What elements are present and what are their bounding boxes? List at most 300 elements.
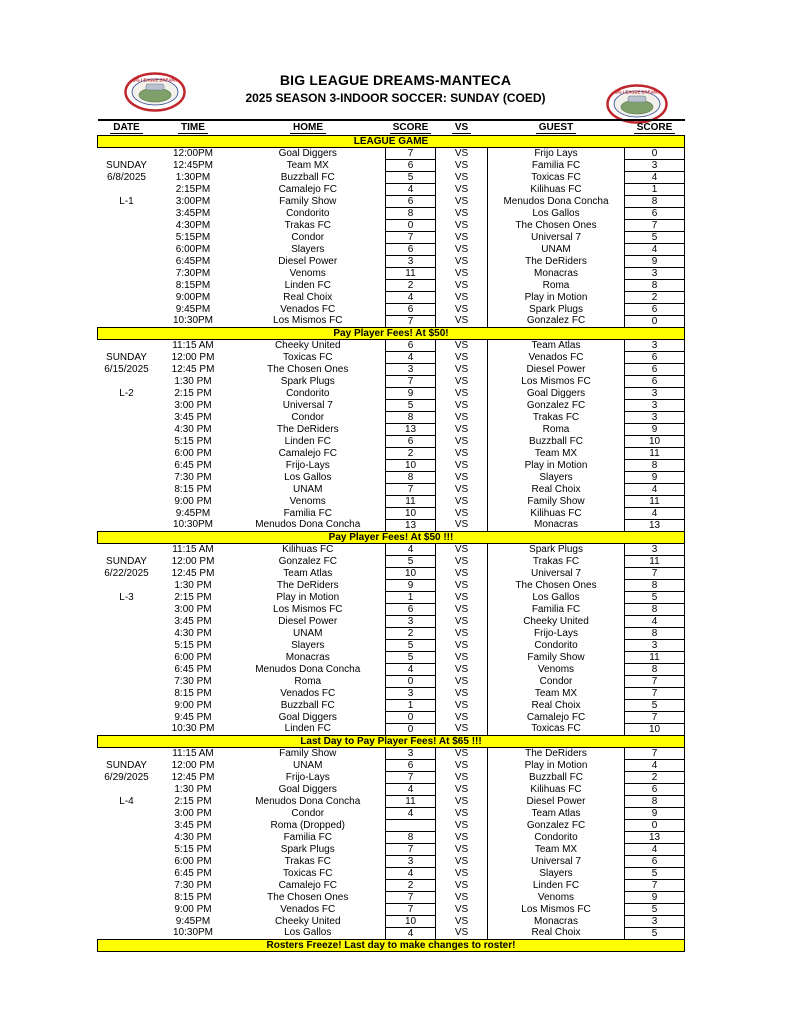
- home-team-cell: Trakas FC: [284, 855, 331, 867]
- vs-cell: VS: [436, 207, 488, 219]
- vs-cell: VS: [436, 903, 488, 915]
- date-cell: [98, 627, 156, 639]
- guest-team-cell: Play in Motion: [524, 759, 588, 771]
- guest-team-cell: Camalejo FC: [526, 711, 586, 723]
- time-cell: 2:15PM: [175, 183, 211, 195]
- vs-cell: VS: [436, 483, 488, 495]
- date-cell: [98, 339, 156, 351]
- game-row: [98, 519, 685, 531]
- home-team-cell: Menudos Dona Concha: [255, 663, 361, 675]
- guest-team-cell: Venoms: [537, 891, 575, 903]
- home-score-cell: 11: [386, 795, 436, 807]
- vs-cell: VS: [436, 819, 488, 831]
- date-cell: [98, 255, 156, 267]
- guest-score-cell: 3: [625, 267, 685, 279]
- home-score-cell: 5: [386, 399, 436, 411]
- home-score-cell: 6: [386, 243, 436, 255]
- date-cell: [98, 303, 156, 315]
- game-row: [98, 447, 685, 459]
- date-cell: [98, 243, 156, 255]
- home-score-cell: 7: [386, 147, 436, 159]
- guest-team-cell: Menudos Dona Concha: [503, 195, 609, 207]
- time-cell: 9:00 PM: [174, 699, 212, 711]
- guest-team-cell: Family Show: [527, 651, 585, 663]
- guest-score-cell: 7: [625, 567, 685, 579]
- game-row: [98, 879, 685, 891]
- time-cell: 3:45 PM: [174, 819, 212, 831]
- game-row: [98, 363, 685, 375]
- vs-cell: VS: [436, 315, 488, 327]
- home-team-cell: Monacras: [285, 651, 330, 663]
- time-cell: 3:00 PM: [174, 807, 212, 819]
- date-cell: [98, 915, 156, 927]
- game-row: [98, 567, 685, 579]
- home-team-cell: Condorito: [286, 207, 330, 219]
- guest-score-cell: 6: [625, 303, 685, 315]
- home-team-cell: Frijo-Lays: [285, 771, 330, 783]
- home-score-cell: 10: [386, 507, 436, 519]
- guest-team-cell: Los Gallos: [532, 591, 580, 603]
- vs-cell: VS: [436, 447, 488, 459]
- date-cell: [98, 267, 156, 279]
- section-banner: Pay Player Fees! At $50!: [98, 327, 685, 339]
- game-row: [98, 723, 685, 735]
- vs-cell: VS: [436, 651, 488, 663]
- guest-score-cell: 11: [625, 495, 685, 507]
- time-cell: 10:30PM: [172, 519, 214, 531]
- guest-team-cell: Universal 7: [530, 855, 582, 867]
- date-cell: [98, 375, 156, 387]
- vs-cell: VS: [436, 495, 488, 507]
- home-team-cell: Slayers: [291, 639, 325, 651]
- home-team-cell: Buzzball FC: [280, 699, 335, 711]
- time-cell: 7:30 PM: [174, 471, 212, 483]
- date-cell: [98, 699, 156, 711]
- home-score-cell: 10: [386, 459, 436, 471]
- home-score-cell: 2: [386, 447, 436, 459]
- guest-score-cell: 3: [625, 411, 685, 423]
- home-team-cell: Condor: [291, 807, 325, 819]
- home-score-cell: 2: [386, 279, 436, 291]
- guest-team-cell: Spark Plugs: [529, 543, 583, 555]
- date-cell: [98, 447, 156, 459]
- game-row: [98, 915, 685, 927]
- guest-team-cell: Venados FC: [528, 351, 584, 363]
- game-row: [98, 759, 685, 771]
- date-cell: SUNDAY: [106, 759, 147, 771]
- home-score-cell: 13: [386, 519, 436, 531]
- home-score-cell: 6: [386, 435, 436, 447]
- home-team-cell: UNAM: [293, 759, 323, 771]
- home-score-cell: 10: [386, 915, 436, 927]
- game-row: [98, 459, 685, 471]
- vs-cell: VS: [436, 879, 488, 891]
- date-cell: [98, 687, 156, 699]
- game-row: [98, 867, 685, 879]
- guest-score-cell: 0: [625, 819, 685, 831]
- home-team-cell: Venados FC: [280, 903, 336, 915]
- guest-score-cell: 4: [625, 483, 685, 495]
- date-cell: [98, 867, 156, 879]
- time-cell: 6:45PM: [175, 255, 211, 267]
- guest-team-cell: Toxicas FC: [531, 723, 581, 735]
- home-team-cell: Family Show: [279, 747, 337, 759]
- date-cell: [98, 423, 156, 435]
- date-cell: [98, 543, 156, 555]
- game-row: [98, 555, 685, 567]
- guest-team-cell: Buzzball FC: [529, 771, 583, 783]
- guest-score-cell: 8: [625, 795, 685, 807]
- vs-cell: VS: [436, 363, 488, 375]
- game-row: [98, 651, 685, 663]
- time-cell: 9:45PM: [175, 303, 211, 315]
- home-team-cell: Los Gallos: [284, 927, 332, 939]
- home-team-cell: The DeRiders: [276, 423, 339, 435]
- svg-text:BIG LEAGUE DREAMS: BIG LEAGUE DREAMS: [132, 77, 178, 83]
- date-cell: SUNDAY: [106, 351, 147, 363]
- home-team-cell: Menudos Dona Concha: [255, 795, 361, 807]
- date-cell: 6/29/2025: [104, 771, 149, 783]
- time-cell: 11:15 AM: [172, 747, 214, 759]
- vs-cell: VS: [436, 231, 488, 243]
- date-cell: [98, 843, 156, 855]
- home-team-cell: Condor: [291, 231, 325, 243]
- vs-cell: VS: [436, 579, 488, 591]
- home-score-cell: 3: [386, 255, 436, 267]
- guest-score-cell: 0: [625, 315, 685, 327]
- time-cell: 1:30 PM: [174, 579, 212, 591]
- home-team-cell: The DeRiders: [276, 579, 339, 591]
- guest-team-cell: Buzzball FC: [529, 435, 583, 447]
- guest-score-cell: 8: [625, 663, 685, 675]
- home-team-cell: Play in Motion: [276, 591, 340, 603]
- time-cell: 12:00 PM: [171, 351, 215, 363]
- guest-score-cell: 6: [625, 855, 685, 867]
- game-row: [98, 927, 685, 939]
- home-team-cell: Goal Diggers: [278, 783, 337, 795]
- home-team-cell: Roma: [294, 675, 322, 687]
- date-cell: 6/15/2025: [104, 363, 149, 375]
- vs-cell: VS: [436, 375, 488, 387]
- guest-score-cell: 3: [625, 159, 685, 171]
- home-score-cell: 7: [386, 231, 436, 243]
- vs-cell: VS: [436, 435, 488, 447]
- vs-cell: VS: [436, 471, 488, 483]
- date-cell: L-4: [119, 795, 134, 807]
- game-row: [98, 435, 685, 447]
- home-team-cell: Venados FC: [280, 687, 336, 699]
- home-score-cell: 6: [386, 159, 436, 171]
- guest-score-cell: 3: [625, 915, 685, 927]
- guest-score-cell: 4: [625, 507, 685, 519]
- vs-cell: VS: [436, 591, 488, 603]
- home-team-cell: Familia FC: [283, 507, 332, 519]
- game-row: [98, 315, 685, 327]
- time-cell: 2:15 PM: [174, 387, 212, 399]
- time-cell: 8:15 PM: [174, 483, 212, 495]
- game-row: [98, 699, 685, 711]
- guest-score-cell: 10: [625, 723, 685, 735]
- guest-score-cell: 2: [625, 291, 685, 303]
- game-row: [98, 231, 685, 243]
- time-cell: 8:15 PM: [174, 687, 212, 699]
- home-score-cell: 7: [386, 771, 436, 783]
- home-team-cell: Spark Plugs: [280, 843, 335, 855]
- vs-cell: VS: [436, 339, 488, 351]
- time-cell: 8:15PM: [175, 279, 211, 291]
- date-cell: [98, 579, 156, 591]
- home-score-cell: 4: [386, 927, 436, 939]
- home-score-cell: 3: [386, 747, 436, 759]
- time-cell: 11:15 AM: [172, 543, 214, 555]
- vs-cell: VS: [436, 711, 488, 723]
- home-team-cell: Cheeky United: [274, 339, 341, 351]
- guest-score-cell: 11: [625, 447, 685, 459]
- home-team-cell: Los Mismos FC: [273, 603, 343, 615]
- guest-score-cell: 3: [625, 639, 685, 651]
- date-cell: [98, 927, 156, 939]
- section-banner-row: [98, 327, 685, 339]
- game-row: [98, 903, 685, 915]
- game-row: [98, 411, 685, 423]
- home-score-cell: 4: [386, 867, 436, 879]
- guest-team-cell: Goal Diggers: [526, 387, 586, 399]
- date-cell: [98, 219, 156, 231]
- vs-cell: VS: [436, 399, 488, 411]
- column-header-row: [98, 120, 685, 135]
- time-cell: 12:45 PM: [171, 363, 215, 375]
- home-score-cell: 2: [386, 627, 436, 639]
- game-row: [98, 255, 685, 267]
- home-score-cell: 3: [386, 615, 436, 627]
- guest-team-cell: Cheeky United: [523, 615, 589, 627]
- home-team-cell: The Chosen Ones: [267, 363, 349, 375]
- vs-cell: VS: [436, 555, 488, 567]
- guest-team-cell: Real Choix: [531, 483, 581, 495]
- game-row: [98, 339, 685, 351]
- vs-cell: VS: [436, 891, 488, 903]
- home-team-cell: Venados FC: [280, 303, 336, 315]
- home-score-cell: 0: [386, 675, 436, 687]
- col-header-time: TIME: [178, 122, 208, 134]
- guest-score-cell: 6: [625, 783, 685, 795]
- vs-cell: VS: [436, 615, 488, 627]
- game-row: [98, 195, 685, 207]
- time-cell: 10:30PM: [172, 315, 214, 327]
- home-score-cell: 8: [386, 831, 436, 843]
- guest-team-cell: Los Mismos FC: [521, 375, 591, 387]
- guest-team-cell: Monacras: [534, 519, 578, 531]
- date-cell: [98, 903, 156, 915]
- guest-score-cell: 6: [625, 351, 685, 363]
- guest-score-cell: 9: [625, 471, 685, 483]
- date-cell: [98, 471, 156, 483]
- footer-banner-row: [98, 939, 685, 951]
- section-banner: Pay Player Fees! At $50 !!!: [98, 531, 685, 543]
- home-team-cell: Family Show: [279, 195, 337, 207]
- home-team-cell: Condor: [291, 411, 325, 423]
- home-team-cell: Frijo-Lays: [285, 459, 330, 471]
- guest-score-cell: 3: [625, 543, 685, 555]
- home-score-cell: 9: [386, 579, 436, 591]
- home-score-cell: 8: [386, 471, 436, 483]
- home-team-cell: Familia FC: [283, 831, 332, 843]
- vs-cell: VS: [436, 843, 488, 855]
- home-team-cell: Camalejo FC: [278, 447, 337, 459]
- guest-score-cell: 7: [625, 711, 685, 723]
- game-row: [98, 159, 685, 171]
- home-score-cell: 6: [386, 303, 436, 315]
- guest-team-cell: Toxicas FC: [531, 171, 581, 183]
- page-header: [0, 72, 791, 105]
- date-cell: 6/22/2025: [104, 567, 149, 579]
- date-cell: L-1: [119, 195, 134, 207]
- guest-team-cell: Roma: [542, 423, 570, 435]
- guest-score-cell: 3: [625, 339, 685, 351]
- game-row: [98, 891, 685, 903]
- home-score-cell: 7: [386, 483, 436, 495]
- home-score-cell: 0: [386, 711, 436, 723]
- guest-score-cell: 6: [625, 363, 685, 375]
- guest-score-cell: 13: [625, 519, 685, 531]
- date-cell: [98, 207, 156, 219]
- vs-cell: VS: [436, 147, 488, 159]
- home-team-cell: Gonzalez FC: [278, 555, 337, 567]
- time-cell: 12:45PM: [172, 159, 214, 171]
- home-team-cell: Diesel Power: [278, 615, 338, 627]
- game-row: [98, 711, 685, 723]
- vs-cell: VS: [436, 627, 488, 639]
- guest-score-cell: 5: [625, 927, 685, 939]
- big-league-dreams-logo-left: [124, 72, 186, 112]
- guest-score-cell: 8: [625, 459, 685, 471]
- date-cell: [98, 747, 156, 759]
- vs-cell: VS: [436, 219, 488, 231]
- date-cell: [98, 603, 156, 615]
- guest-team-cell: UNAM: [541, 243, 571, 255]
- home-score-cell: 11: [386, 267, 436, 279]
- vs-cell: VS: [436, 759, 488, 771]
- home-score-cell: 6: [386, 603, 436, 615]
- game-row: [98, 819, 685, 831]
- game-row: [98, 855, 685, 867]
- home-team-cell: UNAM: [293, 483, 323, 495]
- time-cell: 10:30 PM: [171, 723, 215, 735]
- date-cell: [98, 831, 156, 843]
- game-row: [98, 303, 685, 315]
- guest-team-cell: Frijo-Lays: [534, 627, 578, 639]
- time-cell: 11:15 AM: [172, 339, 214, 351]
- home-score-cell: 6: [386, 759, 436, 771]
- home-score-cell: 6: [386, 339, 436, 351]
- guest-score-cell: 4: [625, 243, 685, 255]
- home-team-cell: Roma (Dropped): [270, 819, 345, 831]
- home-score-cell: 5: [386, 639, 436, 651]
- guest-score-cell: 8: [625, 279, 685, 291]
- home-team-cell: Diesel Power: [278, 255, 338, 267]
- vs-cell: VS: [436, 771, 488, 783]
- time-cell: 3:00 PM: [174, 603, 212, 615]
- vs-cell: VS: [436, 459, 488, 471]
- date-cell: [98, 663, 156, 675]
- vs-cell: VS: [436, 783, 488, 795]
- guest-score-cell: 7: [625, 219, 685, 231]
- time-cell: 9:00 PM: [174, 903, 212, 915]
- time-cell: 3:45 PM: [174, 615, 212, 627]
- guest-score-cell: 9: [625, 255, 685, 267]
- date-cell: [98, 675, 156, 687]
- guest-score-cell: 7: [625, 879, 685, 891]
- game-row: [98, 207, 685, 219]
- home-score-cell: 11: [386, 495, 436, 507]
- home-team-cell: Venoms: [289, 495, 326, 507]
- vs-cell: VS: [436, 255, 488, 267]
- footer-banner: Rosters Freeze! Last day to make changes to roster!: [98, 939, 685, 951]
- vs-cell: VS: [436, 663, 488, 675]
- game-row: [98, 615, 685, 627]
- guest-score-cell: 4: [625, 615, 685, 627]
- guest-team-cell: Spark Plugs: [529, 303, 583, 315]
- game-row: [98, 183, 685, 195]
- home-team-cell: Toxicas FC: [283, 867, 333, 879]
- game-row: [98, 663, 685, 675]
- guest-team-cell: Condorito: [534, 639, 578, 651]
- date-cell: [98, 459, 156, 471]
- guest-team-cell: Diesel Power: [526, 363, 586, 375]
- date-cell: [98, 231, 156, 243]
- time-cell: 2:15 PM: [174, 591, 212, 603]
- time-cell: 12:45 PM: [171, 567, 215, 579]
- game-row: [98, 279, 685, 291]
- time-cell: 12:00 PM: [171, 555, 215, 567]
- guest-team-cell: Frijo Lays: [534, 147, 578, 159]
- guest-team-cell: Trakas FC: [532, 555, 580, 567]
- home-team-cell: Slayers: [291, 243, 325, 255]
- guest-score-cell: 3: [625, 399, 685, 411]
- guest-team-cell: Venoms: [537, 663, 575, 675]
- guest-score-cell: 8: [625, 579, 685, 591]
- guest-score-cell: 5: [625, 903, 685, 915]
- guest-score-cell: 8: [625, 603, 685, 615]
- col-header-home: HOME: [290, 122, 326, 134]
- guest-score-cell: 5: [625, 591, 685, 603]
- date-cell: [98, 807, 156, 819]
- schedule-table-body: [98, 120, 685, 951]
- guest-score-cell: 11: [625, 555, 685, 567]
- date-cell: SUNDAY: [106, 555, 147, 567]
- home-score-cell: 4: [386, 807, 436, 819]
- vs-cell: VS: [436, 855, 488, 867]
- guest-team-cell: Play in Motion: [524, 291, 588, 303]
- time-cell: 1:30 PM: [174, 783, 212, 795]
- guest-team-cell: Los Mismos FC: [521, 903, 591, 915]
- game-row: [98, 747, 685, 759]
- guest-score-cell: 8: [625, 627, 685, 639]
- guest-team-cell: The Chosen Ones: [515, 579, 597, 591]
- vs-cell: VS: [436, 603, 488, 615]
- vs-cell: VS: [436, 519, 488, 531]
- guest-team-cell: Monacras: [534, 915, 578, 927]
- home-score-cell: 5: [386, 555, 436, 567]
- home-team-cell: Team Atlas: [283, 567, 333, 579]
- guest-team-cell: Gonzalez FC: [526, 399, 586, 411]
- guest-score-cell: 1: [625, 183, 685, 195]
- time-cell: 3:00 PM: [174, 399, 212, 411]
- guest-team-cell: Linden FC: [532, 879, 580, 891]
- home-score-cell: 0: [386, 723, 436, 735]
- date-cell: SUNDAY: [106, 159, 147, 171]
- home-score-cell: 4: [386, 663, 436, 675]
